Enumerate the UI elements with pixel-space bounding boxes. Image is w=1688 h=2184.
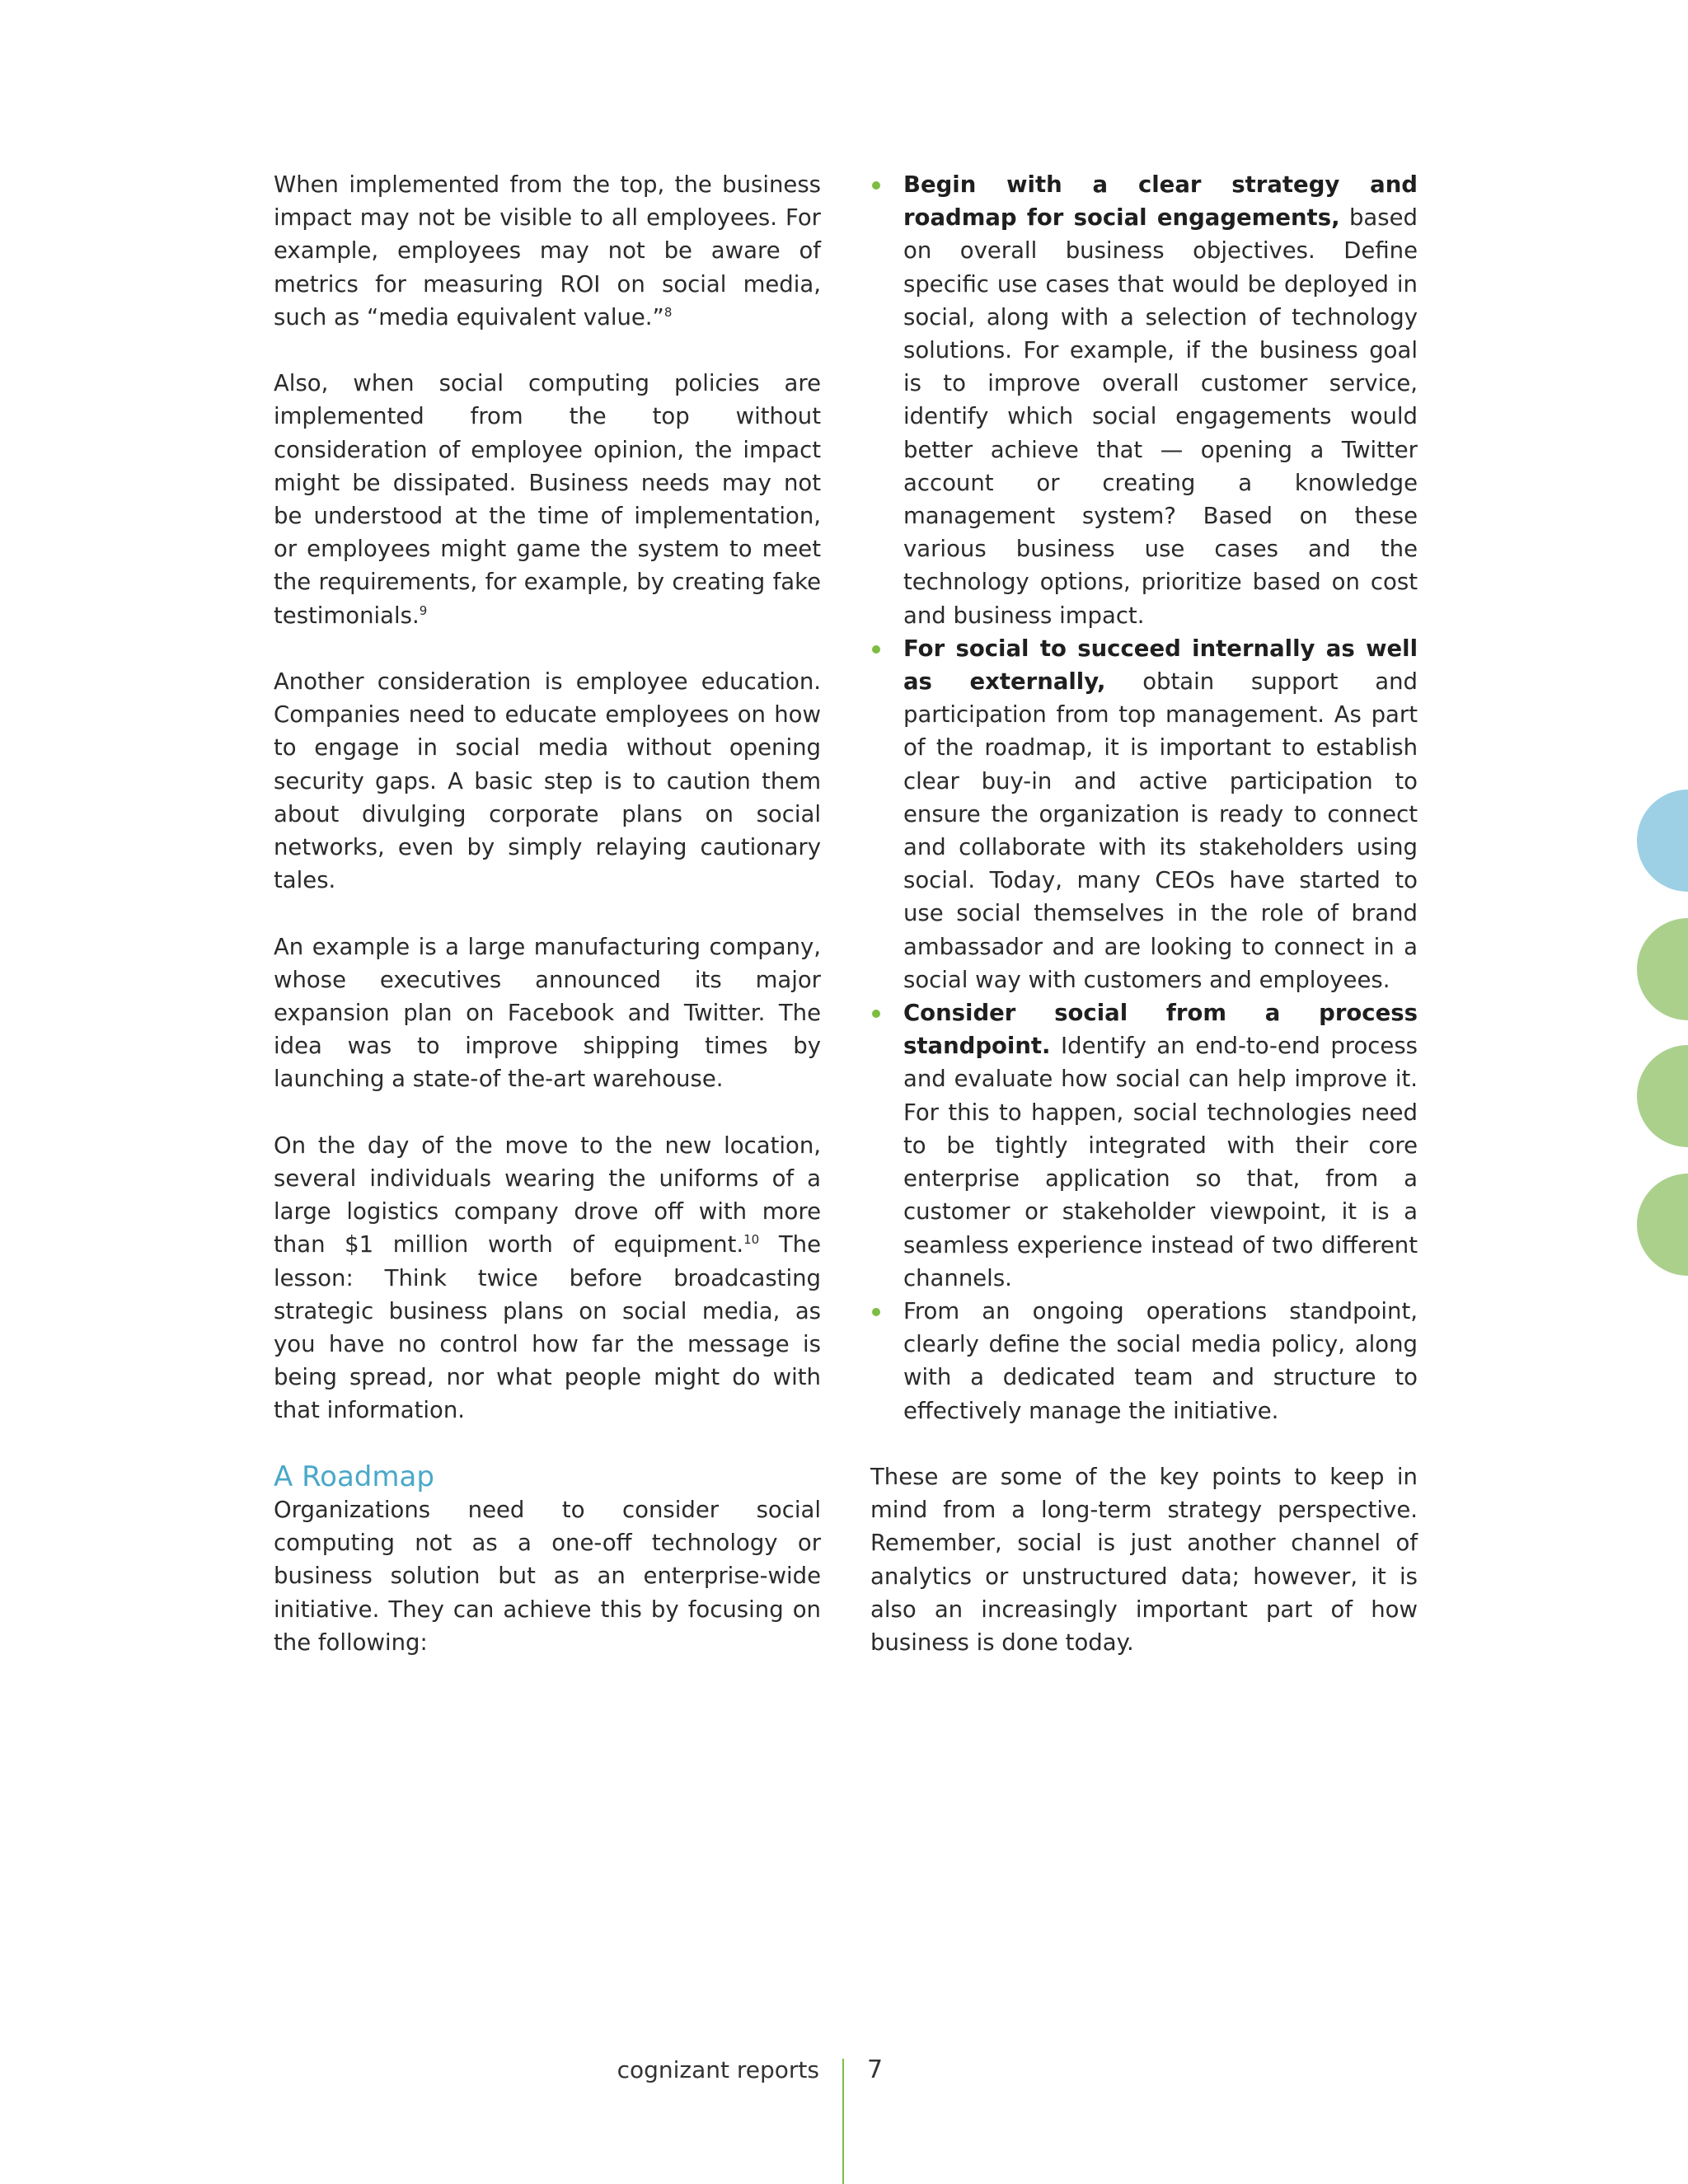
section-heading: A Roadmap bbox=[274, 1460, 434, 1493]
bullet-text: Identify an end-to-end process and evaluate how social can help improve it. For this to happen, social technologies need to be tightly integrated with their core enterprise application so that, from a customer or stakeholder viewpoint, it is a seamless experience instead of two different channels. bbox=[903, 1033, 1418, 1291]
paragraph-top-down-impact bbox=[274, 168, 821, 334]
paragraph-lesson bbox=[274, 1129, 821, 1427]
list-item bbox=[870, 168, 1418, 632]
paragraph-text: Also, when social computing policies are implemented from the top without consideration of employee opinion, the impact might be dissipated. Business needs may not be understood at the time of implementation, or employees might game the system to meet the requirements, for example, by creating fake testimonials. bbox=[274, 370, 821, 629]
list-item bbox=[870, 1295, 1418, 1427]
paragraph-employee-education: Another consideration is employee education. Companies need to educate employees on how to engage in social media without opening security gaps. A basic step is to caution them about divulging corporate plans on social networks, even by simply relaying cautionary tales. bbox=[274, 668, 821, 894]
list-item bbox=[870, 996, 1418, 1295]
bullet-dot-icon bbox=[872, 645, 880, 654]
roadmap-bullet-list bbox=[870, 168, 1418, 1427]
left-column bbox=[274, 168, 821, 1659]
right-column bbox=[870, 168, 1418, 1659]
bullet-lead: For social to succeed internally as well as externally, bbox=[903, 635, 1418, 696]
paragraph-closing: These are some of the key points to keep in mind from a long-term strategy perspective. Remember, social is just another channel of analytics or unstructured data; however, it is also an increasingly important part of how business is done today. bbox=[870, 1463, 1418, 1656]
list-item bbox=[870, 632, 1418, 996]
paragraph-employee-opinion bbox=[274, 367, 821, 632]
footnote-ref: 9 bbox=[419, 602, 428, 618]
bullet-dot-icon bbox=[872, 1010, 880, 1018]
decorative-circle-green bbox=[1637, 1045, 1688, 1147]
page-number: 7 bbox=[867, 2055, 884, 2084]
paragraph-text: The lesson: Think twice before broadcasting strategic business plans on social media, as you have no control how far the message is being spread, nor what people might do with that information. bbox=[274, 1231, 822, 1424]
bullet-text: From an ongoing operations standpoint, clearly define the social media policy, along with a dedicated team and structure to effectively manage the initiative. bbox=[903, 1297, 1418, 1424]
bullet-dot-icon bbox=[872, 1308, 880, 1316]
footer-publication: cognizant reports bbox=[617, 2056, 819, 2083]
bullet-text: obtain support and participation from top management. As part of the roadmap, it is important to establish clear buy-in and active participation to ensure the organization is ready to connect and collaborate with its stakeholders using social. Today, many CEOs have started to use social themselves in the role of brand ambassador and are looking to connect in a social way with customers and employees. bbox=[903, 668, 1418, 993]
bullet-text: based on overall business objectives. Define specific use cases that would be deployed in social, along with a selection of technology solutions. For example, if the business goal is to improve overall customer service, identify which social engagements would better achieve that — opening a Twitter account or creating a knowledge management system? Based on these various business use cases and the technology options, prioritize based on cost and business impact. bbox=[903, 204, 1418, 629]
paragraph-text: When implemented from the top, the business impact may not be visible to all employees. For example, employees may not be aware of metrics for measuring ROI on social media, such as “media equivalent value.” bbox=[274, 171, 821, 330]
footnote-ref: 10 bbox=[743, 1232, 760, 1248]
footer-divider bbox=[842, 2059, 844, 2184]
paragraph-roadmap-intro: Organizations need to consider social computing not as a one-off technology or business solution but as an enterprise-wide initiative. They can achieve this by focusing on the following: bbox=[274, 1497, 821, 1656]
bullet-lead: Begin with a clear strategy and roadmap for social engagements, bbox=[903, 171, 1418, 232]
decorative-circle-blue bbox=[1637, 790, 1688, 892]
paragraph-manufacturing-example: An example is a large manufacturing company, whose executives announced its major expansion plan on Facebook and Twitter. The idea was to improve shipping times by launching a state-of the-art warehouse. bbox=[274, 933, 821, 1093]
bullet-dot-icon bbox=[872, 181, 880, 190]
decorative-circle-green bbox=[1637, 918, 1688, 1020]
decorative-circle-green bbox=[1637, 1174, 1688, 1276]
footnote-ref: 8 bbox=[663, 304, 673, 320]
paragraph-text: On the day of the move to the new location, several individuals wearing the uniforms of a large logistics company drove off with more than $1 million worth of equipment. bbox=[274, 1132, 821, 1258]
bullet-lead: Consider social from a process standpoint. bbox=[903, 1000, 1418, 1060]
